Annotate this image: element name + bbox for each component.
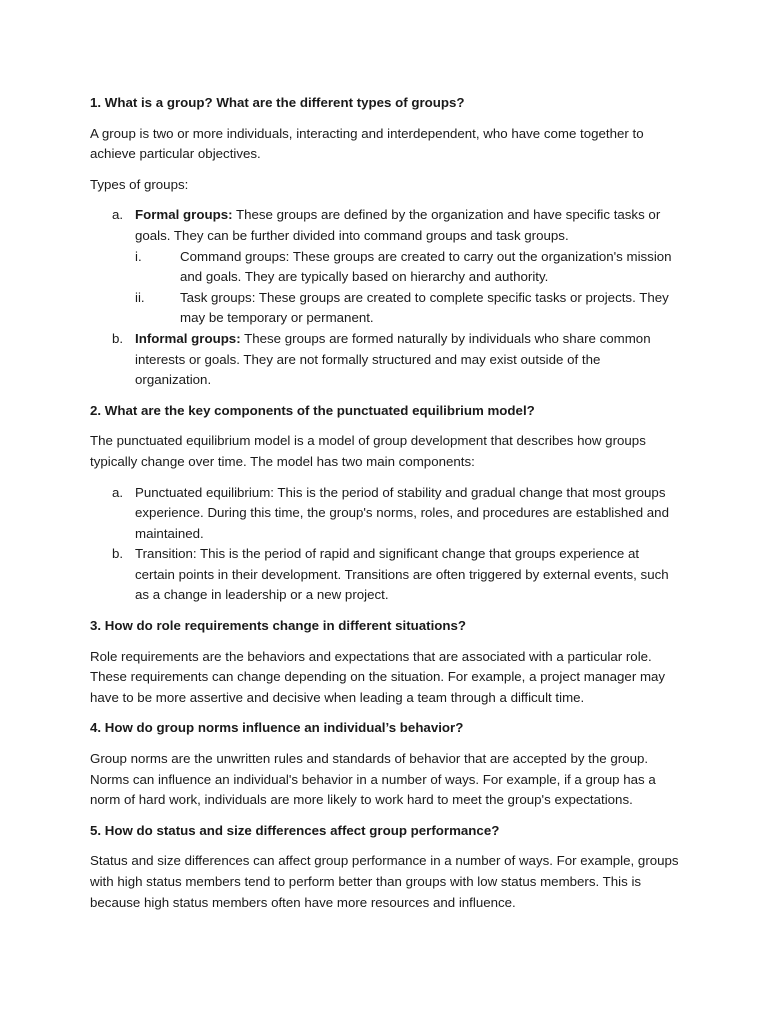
section-2-heading: 2. What are the key components of the punctuated equilibrium model? [90, 402, 535, 418]
sublist-item-command-groups [135, 247, 680, 288]
section-3-heading: 3. How do role requirements change in different situations? [90, 618, 467, 634]
list-item-informal-groups [90, 329, 680, 391]
formal-groups-text: These groups are defined by the organization and have specific tasks or goals. They can be further divided into command groups and task groups. [135, 207, 661, 243]
section-4-paragraph: Group norms are the unwritten rules and standards of behavior that are accepted by the group. Norms can influence an individual's behavior in a number of ways. For example, if a group has a norm of hard work, individuals are more likely to work hard to meet the group's expectations. [90, 751, 656, 808]
list-marker: b. [112, 546, 124, 562]
term-informal-groups: Informal groups: [135, 330, 241, 346]
types-of-groups-label: Types of groups: [90, 176, 189, 192]
section-4-heading: 4. How do group norms influence an individual’s behavior? [90, 720, 464, 736]
informal-groups-text: These groups are formed naturally by individuals who share common interests or goals. They are not formally structured and may exist outside of the organization. [135, 330, 651, 388]
section-1-paragraph: A group is two or more individuals, interacting and interdependent, who have come together to achieve particular objectives. [90, 125, 644, 162]
task-groups-text: Task groups: These groups are created to complete specific tasks or projects. They may be temporary or permanent. [180, 289, 669, 326]
list-marker: a. [112, 484, 124, 500]
section-3-paragraph: Role requirements are the behaviors and expectations that are associated with a particular role. These requirements can change depending on the situation. For example, a project manager may have to be more assertive and decisive when leading a team through a difficult time. [90, 648, 666, 705]
sublist-marker: i. [135, 248, 142, 264]
punctuated-equilibrium-text: Punctuated equilibrium: This is the period of stability and gradual change that most groups experience. During this time, the group's norms, roles, and procedures are established and maintained. [135, 484, 669, 541]
section-1-heading: 1. What is a group? What are the different types of groups? [90, 95, 465, 110]
sublist-item-task-groups [135, 288, 680, 329]
section-2-paragraph: The punctuated equilibrium model is a model of group development that describes how groups typically change over time. The model has two main components: [90, 433, 646, 469]
list-marker: a. [112, 207, 124, 223]
list-item-transition [90, 544, 680, 606]
transition-text: Transition: This is the period of rapid and significant change that groups experience at certain points in their development. Transitions are often triggered by external events, such as a change in leadership or a new project. [135, 546, 669, 603]
list-item-formal-groups [90, 205, 680, 329]
group-types-list [90, 205, 680, 390]
command-groups-text: Command groups: These groups are created to carry out the organization's mission and goals. They are typically based on hierarchy and authority. [180, 248, 672, 285]
sublist-marker: ii. [135, 289, 145, 305]
term-formal-groups: Formal groups: [135, 207, 233, 223]
list-item-punctuated-equilibrium [90, 483, 680, 545]
document-page [90, 93, 680, 923]
section-5-heading: 5. How do status and size differences affect group performance? [90, 822, 500, 838]
list-marker: b. [112, 330, 124, 346]
section-5-paragraph: Status and size differences can affect group performance in a number of ways. For example, groups with high status members tend to perform better than groups with low status members. This is because high status members often have more resources and influence. [90, 853, 679, 910]
formal-groups-sublist [135, 247, 680, 329]
model-components-list [90, 483, 680, 607]
